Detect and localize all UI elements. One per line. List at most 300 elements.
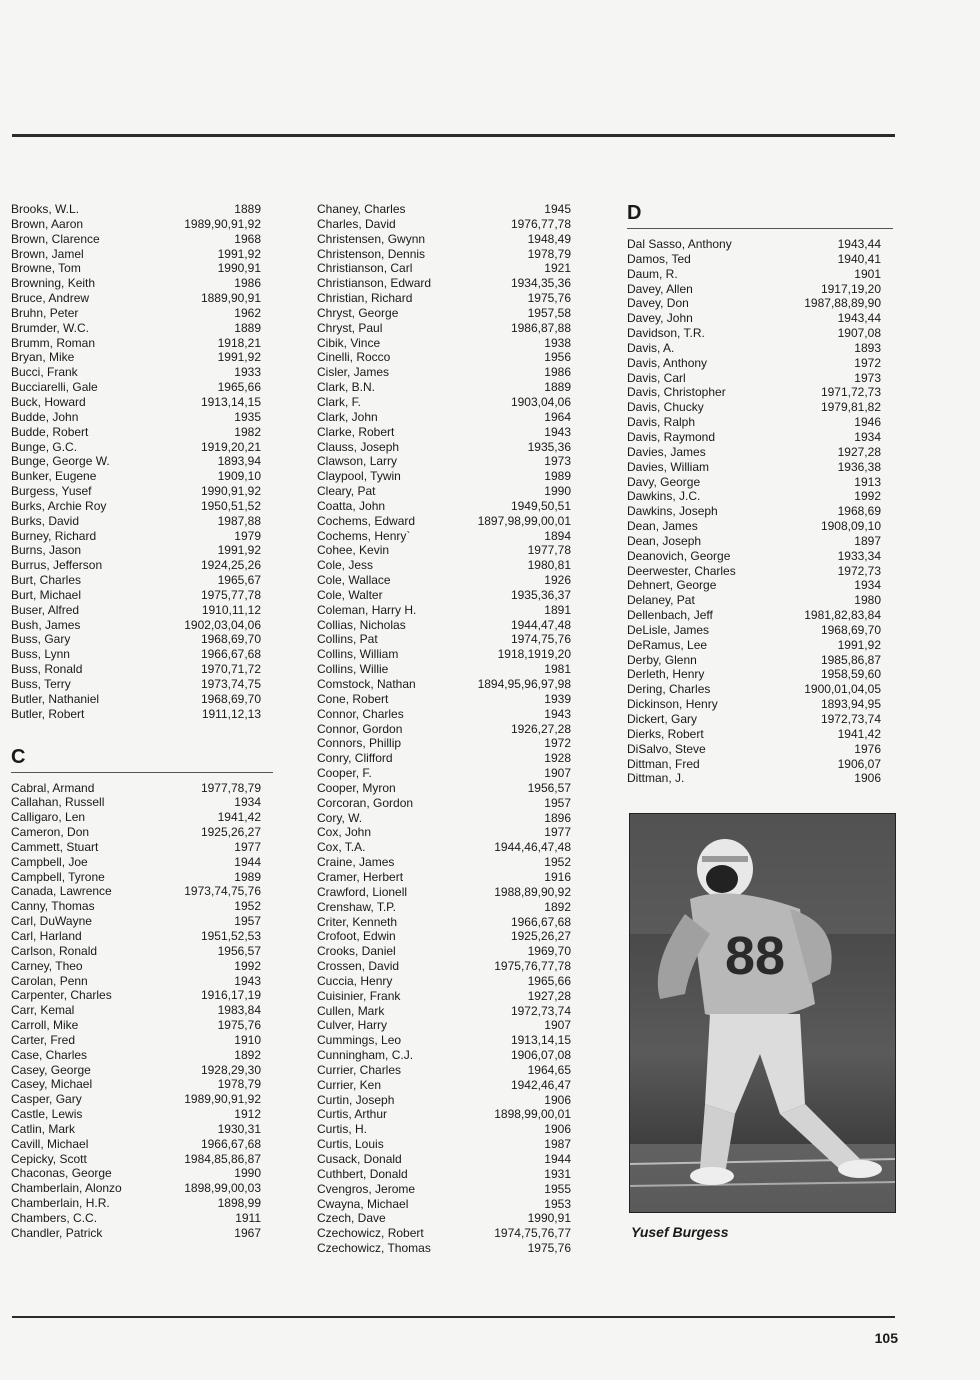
player-name: Bunge, George W. (11, 454, 110, 469)
player-name: Daum, R. (627, 266, 678, 281)
letter-years: 1913,14,15 (510, 1033, 571, 1048)
player-name: Cohee, Kevin (317, 543, 390, 558)
letter-years: 1976,77,78 (510, 216, 571, 231)
letter-years: 1889,90,91 (200, 291, 261, 306)
letter-years: 1944,47,48 (510, 617, 571, 632)
player-name: Connor, Charles (317, 706, 404, 721)
letter-years: 1986 (234, 276, 261, 291)
player-name: Davies, William (627, 459, 710, 474)
letter-years: 1956 (544, 350, 571, 365)
letter-years: 1990 (234, 1166, 261, 1181)
player-name: Chaconas, George (11, 1166, 112, 1181)
player-name: Cooper, F. (317, 766, 372, 781)
letter-years: 1889 (234, 320, 261, 335)
roster-entry (317, 900, 571, 915)
player-name: Cepicky, Scott (11, 1151, 87, 1166)
letter-years: 1894 (544, 528, 571, 543)
player-name: Cammett, Stuart (11, 839, 99, 854)
roster-entry (317, 232, 571, 247)
page-number: 105 (874, 1330, 898, 1346)
letter-years: 1968,69,70 (820, 622, 881, 637)
player-name: Dean, Joseph (627, 533, 702, 548)
roster-entry (11, 810, 261, 825)
letter-years: 1952 (234, 899, 261, 914)
roster-entry (11, 529, 261, 544)
letter-years: 1975,76 (527, 1241, 571, 1256)
letter-years: 1944 (544, 1152, 571, 1166)
letter-years: 1917,19,20 (820, 281, 881, 296)
player-name: DeLisle, James (627, 622, 710, 637)
letter-years: 1902,03,04,06 (184, 617, 261, 632)
player-name: Crooks, Daniel (317, 944, 396, 959)
roster-entry (317, 1063, 571, 1078)
roster-entry (317, 840, 571, 855)
letter-years: 1990,91,92 (200, 484, 261, 499)
letter-years: 1956,57 (527, 780, 571, 795)
player-name: Dawkins, Joseph (627, 504, 718, 519)
player-name: Curtin, Joseph (317, 1092, 395, 1107)
letter-years: 1935,36 (527, 439, 571, 454)
player-name: Burt, Charles (11, 573, 82, 588)
letter-years: 1912 (234, 1107, 261, 1122)
roster-entry (11, 395, 261, 410)
player-name: Brown, Aaron (11, 216, 84, 231)
player-name: Browning, Keith (11, 276, 96, 291)
player-name: Callahan, Russell (11, 795, 105, 810)
letter-years: 1940,41 (837, 251, 881, 266)
roster-entry (627, 697, 881, 712)
player-name: Davis, Chucky (627, 400, 704, 415)
player-name: Dickinson, Henry (627, 697, 718, 712)
player-name: Cleary, Pat (317, 484, 376, 499)
player-name: Damos, Ted (627, 251, 691, 266)
player-name: Clawson, Larry (317, 454, 398, 469)
roster-entry (627, 712, 881, 727)
letter-years: 1900,01,04,05 (804, 682, 881, 697)
player-name: Cinelli, Rocco (317, 350, 391, 365)
roster-entry (317, 1018, 571, 1033)
letter-years: 1924,25,26 (200, 558, 261, 573)
letter-years: 1991,92 (837, 637, 881, 652)
roster-entry (627, 445, 881, 460)
roster-entry (317, 1033, 571, 1048)
letter-years: 1908,09,10 (820, 519, 881, 534)
letter-years: 1891 (544, 602, 571, 617)
letter-years: 1942,46,47 (510, 1077, 571, 1092)
player-name: Chamberlain, H.R. (11, 1196, 110, 1211)
letter-years: 1955 (544, 1181, 571, 1196)
letter-years: 1978,79 (527, 246, 571, 261)
player-name: Clauss, Joseph (317, 439, 400, 454)
player-name: Delaney, Pat (627, 593, 695, 608)
roster-entry (11, 855, 261, 870)
player-name: Chambers, C.C. (11, 1211, 98, 1225)
letter-years: 1980 (854, 593, 881, 608)
player-name: Curtis, Louis (317, 1137, 384, 1152)
roster-entry (11, 514, 261, 529)
player-name: Derby, Glenn (627, 652, 697, 667)
letter-years: 1944 (234, 854, 261, 869)
letter-years: 1927,28 (837, 444, 881, 459)
player-name: Butler, Nathaniel (11, 691, 100, 706)
roster-entry (317, 217, 571, 232)
player-name: Crossen, David (317, 959, 400, 974)
letter-years: 1967 (234, 1225, 261, 1240)
roster-entry (11, 647, 261, 662)
roster-entry (11, 692, 261, 707)
roster-entry (317, 677, 571, 692)
roster-entry (11, 543, 261, 558)
player-name: Carl, Harland (11, 928, 82, 943)
roster-entry (627, 371, 881, 386)
roster-entry (627, 311, 881, 326)
letter-years: 1909,10 (217, 469, 261, 484)
player-name: Czechowicz, Thomas (317, 1241, 431, 1256)
roster-entry (11, 1018, 261, 1033)
letter-years: 1979 (234, 528, 261, 543)
letter-years: 1992 (854, 489, 881, 504)
player-name: Cox, John (317, 825, 372, 840)
roster-entry (627, 757, 881, 772)
player-name: Davis, Carl (627, 370, 686, 385)
player-name: Castle, Lewis (11, 1107, 83, 1122)
roster-entry (317, 692, 571, 707)
letter-years: 1948,49 (527, 231, 571, 246)
letter-years: 1973,74,75 (200, 677, 261, 691)
roster-entry (11, 321, 261, 336)
player-name: Bruhn, Peter (11, 305, 79, 320)
player-name: Burney, Richard (11, 528, 97, 543)
letter-years: 1990,91 (527, 1211, 571, 1226)
letter-years: 1975,76 (527, 291, 571, 306)
player-name: Claypool, Tywin (317, 469, 401, 484)
roster-entry (317, 870, 571, 885)
roster-entry (11, 247, 261, 262)
roster-entry (317, 247, 571, 262)
letter-years: 1979,81,82 (820, 400, 881, 415)
player-name: Brumm, Roman (11, 335, 96, 350)
roster-entry (317, 618, 571, 633)
letter-years: 1964 (544, 409, 571, 424)
roster-entry (317, 291, 571, 306)
letter-years: 1973 (854, 370, 881, 385)
player-name: Carney, Theo (11, 958, 83, 973)
letter-years: 1985,86,87 (820, 652, 881, 667)
roster-entry (317, 1211, 571, 1226)
roster-entry (317, 469, 571, 484)
section-c-rule (11, 772, 273, 773)
roster-entry (317, 722, 571, 737)
bottom-rule (12, 1316, 895, 1318)
letter-years: 1934,35,36 (510, 276, 571, 291)
roster-entry (627, 460, 881, 475)
letter-years: 1976 (854, 741, 881, 756)
player-name: Culver, Harry (317, 1018, 388, 1033)
roster-entry (11, 232, 261, 247)
player-name: Chaney, Charles (317, 202, 406, 216)
roster-entry (627, 400, 881, 415)
roster-entry (11, 291, 261, 306)
roster-entry (627, 742, 881, 757)
letter-years: 1930,31 (217, 1121, 261, 1136)
letter-years: 1918,21 (217, 335, 261, 350)
c-entries-list (11, 781, 261, 1241)
letter-years: 1906,07 (837, 756, 881, 771)
roster-entry (317, 202, 571, 217)
letter-years: 1965,67 (217, 573, 261, 588)
letter-years: 1921 (544, 261, 571, 276)
roster-entry (627, 504, 881, 519)
player-name: Cvengros, Jerome (317, 1181, 416, 1196)
roster-entry (317, 484, 571, 499)
roster-entry (317, 885, 571, 900)
letter-years: 1893,94 (217, 454, 261, 469)
roster-entry (317, 1226, 571, 1241)
letter-years: 1931 (544, 1166, 571, 1181)
letter-years: 1981,82,83,84 (804, 608, 881, 623)
roster-entry (317, 543, 571, 558)
letter-years: 1941,42 (837, 726, 881, 741)
roster-entry (627, 385, 881, 400)
player-name: Davidson, T.R. (627, 326, 705, 341)
player-name: Bush, James (11, 617, 81, 632)
letter-years: 1990,91 (217, 261, 261, 276)
roster-entry (11, 202, 261, 217)
roster-entry (11, 1107, 261, 1122)
letter-years: 1972 (854, 355, 881, 370)
roster-entry (627, 282, 881, 297)
roster-entry (317, 929, 571, 944)
roster-entry (317, 1241, 571, 1256)
c-entries-continued-list (317, 202, 571, 1256)
roster-entry (317, 1048, 571, 1063)
player-name: Bunge, G.C. (11, 439, 78, 454)
player-name: Dittman, Fred (627, 756, 700, 771)
player-name: Cole, Wallace (317, 573, 391, 588)
player-name: Cooper, Myron (317, 780, 396, 795)
jersey-number: 88 (725, 926, 786, 986)
roster-entry (627, 341, 881, 356)
player-name: Carr, Kemal (11, 1003, 75, 1018)
letter-years: 1966,67,68 (200, 647, 261, 662)
letter-years: 1968,69,70 (200, 632, 261, 647)
player-name: Bruce, Andrew (11, 291, 90, 306)
letter-years: 1916,17,19 (200, 988, 261, 1003)
player-name: Carolan, Penn (11, 973, 88, 988)
roster-entry (317, 959, 571, 974)
letter-years: 1989 (544, 469, 571, 484)
letter-years: 1991,92 (217, 246, 261, 261)
letter-years: 1945 (544, 202, 571, 216)
letter-years: 1910 (234, 1032, 261, 1047)
player-name: Buss, Terry (11, 677, 71, 691)
letter-years: 1926,27,28 (510, 721, 571, 736)
roster-entry (627, 430, 881, 445)
letter-years: 1933 (234, 365, 261, 380)
player-name: Dean, James (627, 519, 698, 534)
player-name: Cabral, Armand (11, 780, 95, 795)
player-name: Clarke, Robert (317, 424, 395, 439)
letter-years: 1889 (544, 380, 571, 395)
letter-years: 1978,79 (217, 1077, 261, 1092)
letter-years: 1984,85,86,87 (184, 1151, 261, 1166)
letter-years: 1898,99,00,03 (184, 1181, 261, 1196)
player-name: Cavill, Michael (11, 1136, 89, 1151)
player-name: Cory, W. (317, 810, 363, 825)
letter-years: 1991,92 (217, 350, 261, 365)
letter-years: 1893 (854, 340, 881, 355)
roster-entry (317, 1107, 571, 1122)
roster-entry (11, 454, 261, 469)
roster-entry (317, 781, 571, 796)
roster-entry (627, 489, 881, 504)
roster-entry (317, 603, 571, 618)
player-name: Carroll, Mike (11, 1018, 79, 1033)
letter-years: 1988,89,90,92 (494, 884, 571, 899)
letter-years: 1972 (544, 736, 571, 751)
player-name: Dickert, Gary (627, 712, 698, 726)
roster-entry (11, 1033, 261, 1048)
roster-entry (627, 727, 881, 742)
roster-entry (11, 1048, 261, 1063)
letter-years: 1968 (234, 231, 261, 246)
letter-years: 1975,77,78 (200, 587, 261, 602)
roster-entry (627, 593, 881, 608)
player-name: Davis, Raymond (627, 429, 716, 444)
roster-entry (11, 558, 261, 573)
roster-entry (11, 336, 261, 351)
player-name: Canada, Lawrence (11, 884, 112, 899)
roster-entry (627, 653, 881, 668)
roster-entry (317, 261, 571, 276)
player-name: Burt, Michael (11, 587, 82, 602)
player-name: Buss, Lynn (11, 647, 70, 662)
roster-entry (11, 440, 261, 455)
letter-years: 1939 (544, 691, 571, 706)
player-name: Davis, Anthony (627, 355, 708, 370)
letter-years: 1956,57 (217, 943, 261, 958)
roster-entry (317, 1093, 571, 1108)
roster-entry (627, 578, 881, 593)
player-name: Dierks, Robert (627, 726, 704, 741)
section-c-letter: C (11, 745, 26, 768)
letter-years: 1925,26,27 (510, 929, 571, 944)
roster-entry (627, 415, 881, 430)
letter-years: 1991,92 (217, 543, 261, 558)
letter-years: 1889 (234, 202, 261, 216)
letter-years: 1925,26,27 (200, 825, 261, 840)
letter-years: 1965,66 (527, 973, 571, 988)
roster-entry (11, 914, 261, 929)
roster-entry (317, 529, 571, 544)
letter-years: 1966,67,68 (510, 914, 571, 929)
roster-entry (11, 380, 261, 395)
letter-years: 1892 (544, 899, 571, 914)
roster-entry (627, 682, 881, 697)
player-name: Crofoot, Edwin (317, 929, 396, 944)
roster-entry (11, 840, 261, 855)
letter-years: 1957,58 (527, 305, 571, 320)
roster-entry (317, 1152, 571, 1167)
letter-years: 1970,71,72 (200, 662, 261, 677)
letter-years: 1897,98,99,00,01 (477, 513, 571, 528)
player-name: Buss, Gary (11, 632, 71, 647)
roster-entry (317, 825, 571, 840)
player-name: Conry, Clifford (317, 751, 393, 766)
top-rule (12, 134, 895, 137)
roster-entry (317, 1167, 571, 1182)
player-name: Coatta, John (317, 498, 386, 513)
roster-entry (317, 855, 571, 870)
player-name: Chamberlain, Alonzo (11, 1181, 122, 1196)
player-name: Clark, B.N. (317, 380, 376, 395)
roster-entry (11, 469, 261, 484)
photo-caption: Yusef Burgess (631, 1224, 729, 1240)
roster-entry (317, 1122, 571, 1137)
player-name: DiSalvo, Steve (627, 741, 706, 756)
letter-years: 1898,99 (217, 1196, 261, 1211)
player-name: Casey, Michael (11, 1077, 93, 1092)
roster-entry (317, 276, 571, 291)
player-name: Burns, Jason (11, 543, 82, 558)
player-name: Connors, Phillip (317, 736, 402, 751)
letter-years: 1943 (544, 706, 571, 721)
letter-years: 1911 (235, 1211, 261, 1225)
roster-entry (11, 1092, 261, 1107)
player-name: Casey, George (11, 1062, 91, 1077)
roster-entry (11, 959, 261, 974)
player-name: Cramer, Herbert (317, 869, 404, 884)
player-name: Charles, David (317, 216, 396, 231)
player-name: DeRamus, Lee (627, 637, 708, 652)
letter-years: 1894,95,96,97,98 (477, 677, 571, 691)
roster-entry (627, 296, 881, 311)
letter-years: 1977,78 (527, 543, 571, 558)
player-name: Chryst, Paul (317, 320, 383, 335)
roster-entry (317, 336, 571, 351)
player-name: Davis, Ralph (627, 415, 696, 430)
letter-years: 1901 (854, 266, 881, 281)
roster-entry (11, 365, 261, 380)
player-name: Dellenbach, Jeff (627, 608, 713, 623)
letter-years: 1935,36,37 (510, 587, 571, 602)
roster-entry (317, 751, 571, 766)
roster-entry (627, 519, 881, 534)
letter-years: 1969,70 (527, 944, 571, 959)
roster-entry (317, 350, 571, 365)
player-name: Carlson, Ronald (11, 943, 98, 958)
player-name: Casper, Gary (11, 1092, 82, 1107)
player-name: Davy, George (627, 474, 701, 489)
roster-entry (11, 795, 261, 810)
letter-years: 1983,84 (217, 1003, 261, 1018)
player-name: Brown, Jamel (11, 246, 84, 261)
column-2 (317, 202, 571, 1256)
letter-years: 1975,76,77,78 (494, 959, 571, 974)
roster-entry (627, 638, 881, 653)
letter-years: 1907,08 (837, 326, 881, 341)
letter-years: 1943,44 (837, 311, 881, 326)
roster-entry (11, 1152, 261, 1167)
letter-years: 1950,51,52 (200, 498, 261, 513)
player-name: Case, Charles (11, 1047, 88, 1062)
roster-entry (11, 707, 261, 722)
letter-years: 1938 (544, 335, 571, 350)
roster-entry (627, 267, 881, 282)
letter-years: 1989 (234, 869, 261, 884)
roster-entry (11, 988, 261, 1003)
letter-years: 1974,75,76 (510, 632, 571, 647)
